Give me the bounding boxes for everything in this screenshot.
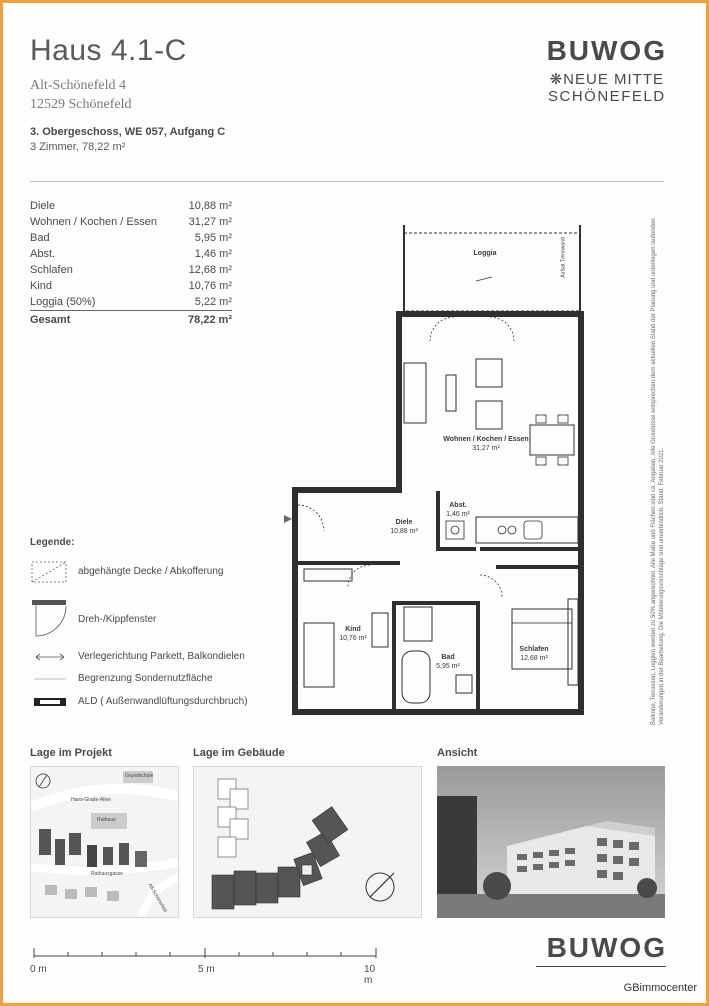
building-location-map: [193, 766, 422, 918]
area-row: [30, 214, 232, 230]
legend-item-boundary: [30, 667, 280, 691]
loggia-outline: [404, 233, 580, 311]
map-label-rathausgasse: Rathausgasse: [91, 871, 123, 877]
legend-title: Legende:: [30, 537, 75, 548]
building-rendering: [437, 766, 665, 918]
brand-name: BUWOG: [546, 35, 667, 66]
area-value: 5,22 m²: [180, 294, 232, 310]
scale-bar: [30, 944, 380, 986]
scale-label-10: 10 m: [364, 964, 376, 986]
scale-label-5: 5 m: [198, 964, 215, 975]
building-rendering-image: [437, 766, 665, 918]
label-bad: Bad 5,95 m²: [436, 654, 460, 670]
project-name-line2: SCHÖNEFELD: [548, 88, 666, 105]
direction-arrow-icon: [30, 645, 70, 669]
brand-logo: [547, 36, 667, 105]
map-label-rathaus: Rathaus: [97, 817, 116, 823]
building-map-drawing: [194, 767, 422, 918]
area-label: Diele: [30, 200, 56, 212]
area-row: [30, 278, 232, 294]
legend-label: Verlegerichtung Parkett, Balkondielen: [78, 651, 245, 662]
floor-info: 3. Obergeschoss, WE 057, Aufgang C: [30, 126, 226, 138]
area-table: [30, 198, 232, 327]
map-label-hans-grade: Hans-Grade-Allee: [71, 797, 112, 803]
boundary-line-icon: [30, 667, 70, 691]
address-street: Alt-Schönefeld 4: [30, 78, 127, 93]
section-ansicht: Ansicht: [437, 747, 478, 759]
scale-ruler: [30, 944, 380, 964]
legend-item-window: [30, 598, 280, 638]
area-total-label: Gesamt: [30, 313, 71, 326]
label-trennwand: Aufsat Trennwand: [560, 237, 567, 278]
area-total-value: 78,22 m²: [187, 313, 232, 326]
tilt-window-icon: [30, 598, 70, 638]
page-title: Haus 4.1-C: [30, 34, 187, 67]
hatched-ceiling-icon: [30, 560, 70, 584]
label-diele: Diele 10,88 m²: [390, 519, 418, 535]
area-label: Loggia (50%): [30, 294, 180, 310]
area-row: [30, 262, 232, 278]
scale-label-0: 0 m: [30, 964, 47, 975]
section-lage-gebaeude: Lage im Gebäude: [193, 747, 285, 759]
area-label: Abst.: [30, 248, 56, 260]
area-value: 1,46 m²: [194, 248, 232, 260]
label-loggia: Loggia: [473, 250, 497, 257]
area-total-row: [30, 310, 232, 327]
section-lage-projekt: Lage im Projekt: [30, 747, 112, 759]
floor-plan: [280, 205, 600, 730]
project-site-map: [30, 766, 179, 918]
label-wohnen: Wohnen / Kochen / Essen 31,27 m²: [443, 436, 529, 452]
area-row: [30, 294, 232, 310]
area-row: [30, 246, 232, 262]
watermark: GBimmocenter: [623, 982, 697, 994]
area-value: 10,88 m²: [188, 200, 232, 212]
footer-brand: BUWOG: [546, 932, 667, 963]
area-label: Bad: [30, 232, 50, 244]
legend-label: abgehängte Decke / Abkofferung: [78, 566, 224, 577]
area-value: 12,68 m²: [188, 264, 232, 276]
legend-item-parquet: [30, 645, 280, 669]
area-label: Kind: [30, 280, 53, 292]
area-label: Wohnen / Kochen / Essen: [30, 216, 157, 228]
ald-vent-icon: [30, 690, 70, 714]
map-label-grundschule: Grundschule: [125, 773, 154, 779]
header-divider: [30, 181, 664, 182]
label-schlafen: Schlafen 12,68 m²: [519, 646, 549, 662]
map-label-alt-schoenefeld: Alt-Schönefeld: [146, 882, 168, 914]
area-label: Schlafen: [30, 264, 73, 276]
area-row: [30, 198, 232, 214]
address: [30, 76, 131, 114]
legend-label: Begrenzung Sondernutzfläche: [78, 673, 213, 684]
project-name-line1: ❋NEUE MITTE: [549, 71, 664, 88]
legend-item-ald: [30, 690, 280, 714]
area-value: 31,27 m²: [188, 216, 232, 228]
area-row: [30, 230, 232, 246]
legend-label: Dreh-/Kippfenster: [78, 614, 157, 625]
address-city: 12529 Schönefeld: [30, 97, 132, 112]
footer-brand-underline: [536, 966, 666, 967]
legend-label: ALD ( Außenwandlüftungsdurchbruch): [78, 696, 248, 707]
rooms-info: 3 Zimmer, 78,22 m²: [30, 141, 126, 153]
label-abst: Abst. 1,46 m²: [446, 502, 470, 518]
disclaimer-block: [650, 205, 680, 725]
area-value: 5,95 m²: [194, 232, 232, 244]
area-value: 10,76 m²: [188, 280, 232, 292]
disclaimer-text: Balkone, Terrassen, Loggien werden zu 50% angerechnet. Alle Maße und Flächen sind ca. Angaben. Alle Grundrisse entsprechen dem aktuellen Stand der Planung und unterliegen laufenden Veränderungen in der Bearbeitung. Die Möblierungsvorschläge sind unverbindlich. Stand: Februar 2021.: [651, 218, 665, 725]
legend-item-ceiling: [30, 560, 280, 584]
label-kind: Kind 10,76 m²: [339, 626, 367, 642]
